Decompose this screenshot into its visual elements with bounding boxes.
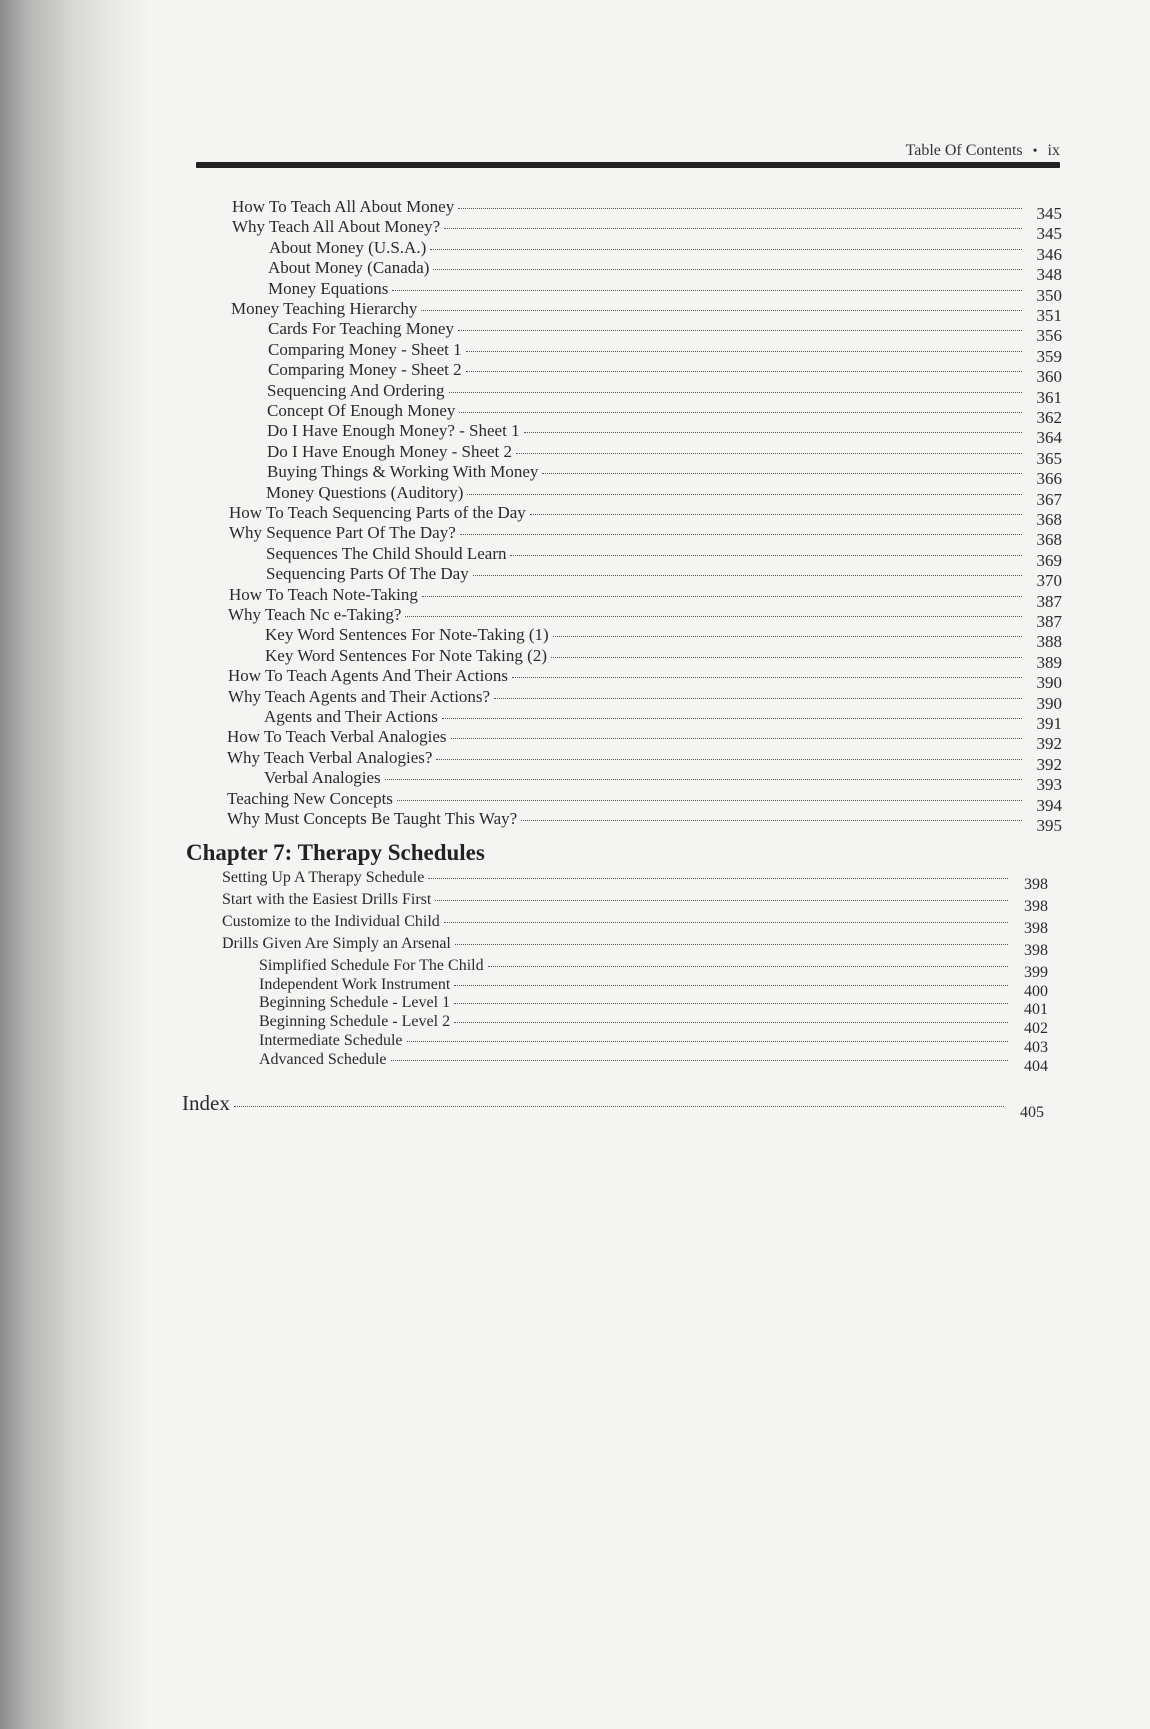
toc-entry-title: Beginning Schedule - Level 2 (259, 1013, 451, 1031)
toc-entry-page: 390 (1036, 693, 1062, 713)
toc-entry-title: Why Teach Verbal Analogies? (227, 747, 433, 767)
toc-entry (266, 543, 1062, 570)
dot-leader (460, 534, 1022, 535)
dot-leader (234, 1106, 1004, 1107)
toc-entry-page: 368 (1036, 510, 1062, 529)
toc-entry-page: 387 (1036, 591, 1062, 611)
toc-entry-page: 345 (1036, 204, 1062, 223)
toc-entry-page: 364 (1036, 428, 1062, 448)
toc-entry (268, 339, 1062, 366)
toc-entry-title: Money Equations (268, 278, 389, 298)
toc-entry-title: How To Teach Sequencing Parts of the Day (229, 503, 526, 522)
toc-entry (232, 217, 1062, 244)
toc-entry (268, 258, 1062, 285)
toc-entry-title: Why Sequence Part Of The Day? (229, 523, 456, 543)
toc-entry (265, 625, 1062, 652)
toc-entry-title: Why Teach Agents and Their Actions? (228, 686, 491, 706)
toc-entry-page: 351 (1036, 306, 1062, 325)
toc-entry-page: 346 (1036, 244, 1062, 264)
toc-entry-title: Comparing Money - Sheet 1 (268, 339, 462, 359)
dot-leader (449, 392, 1022, 393)
toc-entry-page: 390 (1036, 673, 1062, 693)
toc-entry-title: Cards For Teaching Money (268, 319, 454, 339)
toc-entry-title: How To Teach Verbal Analogies (227, 727, 447, 747)
dot-leader (459, 412, 1022, 413)
toc-entry-title: Verbal Analogies (264, 768, 381, 788)
toc-entry-page: 359 (1036, 346, 1062, 366)
toc-entry-page: 403 (1024, 1038, 1048, 1056)
toc-entry-page: 404 (1024, 1057, 1048, 1075)
toc-entry-title: Sequencing And Ordering (267, 380, 445, 400)
toc-entry (268, 278, 1062, 305)
toc-entry-page: 370 (1036, 571, 1062, 591)
toc-entry-title: Advanced Schedule (259, 1050, 387, 1068)
toc-entry-title: How To Teach Note-Taking (229, 584, 418, 604)
toc-entry (228, 666, 1062, 693)
dot-leader (392, 290, 1022, 291)
toc-entry-title: Money Questions (Auditory) (266, 482, 464, 502)
toc-entry (266, 482, 1062, 509)
toc-entry (222, 869, 1048, 893)
toc-entry (227, 747, 1062, 774)
toc-entry-page: 398 (1024, 876, 1048, 893)
index-entry (182, 1091, 1044, 1121)
toc-entry (227, 809, 1062, 835)
toc-entry-page: 356 (1036, 326, 1062, 346)
dot-leader (391, 1060, 1008, 1061)
toc-entry (259, 975, 1048, 1000)
toc-entry (259, 994, 1048, 1019)
toc-entry-page: 366 (1036, 469, 1062, 489)
toc-entry-page: 395 (1036, 816, 1062, 835)
toc-entry (266, 564, 1062, 591)
dot-leader (397, 800, 1022, 801)
index-page: 405 (1020, 1104, 1044, 1121)
dot-leader (458, 330, 1022, 331)
toc-entry (227, 727, 1062, 754)
toc-entry (264, 768, 1062, 795)
toc-entry-title: About Money (Canada) (268, 258, 430, 278)
dot-leader (473, 575, 1022, 576)
toc-entry (222, 913, 1048, 937)
dot-leader (488, 966, 1008, 967)
dot-leader (444, 228, 1022, 229)
toc-entry-page: 388 (1036, 632, 1062, 652)
dot-leader (524, 432, 1022, 433)
toc-entry (228, 686, 1062, 713)
toc-entry-title: Money Teaching Hierarchy (231, 299, 418, 318)
toc-entry-page: 398 (1024, 898, 1048, 915)
toc-entry-title: How To Teach All About Money (232, 197, 455, 216)
toc-entry-title: Setting Up A Therapy Schedule (222, 869, 425, 886)
dot-leader (433, 269, 1022, 270)
header-section-title: Table Of Contents (905, 142, 1023, 159)
dot-leader (454, 1022, 1008, 1023)
dot-leader (521, 820, 1022, 821)
chapter-7-heading: Chapter 7: Therapy Schedules (186, 840, 485, 865)
toc-entry (228, 605, 1062, 631)
dot-leader (422, 596, 1022, 597)
toc-entry (269, 237, 1062, 264)
toc-entry (267, 462, 1062, 489)
dot-leader (385, 779, 1022, 780)
dot-leader (455, 944, 1008, 945)
toc-entry-page: 348 (1036, 265, 1062, 285)
toc-entry (222, 935, 1048, 959)
dot-leader (442, 718, 1022, 719)
toc-entry-title: Beginning Schedule - Level 1 (259, 994, 451, 1012)
toc-entry-title: Drills Given Are Simply an Arsenal (222, 935, 451, 952)
toc-entry (222, 891, 1048, 915)
toc-entry (267, 421, 1062, 448)
toc-entry-page: 392 (1036, 754, 1062, 774)
toc-entry (227, 788, 1062, 815)
toc-entry (265, 645, 1062, 672)
toc-entry-title: Buying Things & Working With Money (267, 462, 539, 482)
toc-entry (231, 299, 1062, 325)
toc-entry-title: Do I Have Enough Money - Sheet 2 (267, 441, 513, 461)
toc-entry-page: 398 (1024, 942, 1048, 959)
toc-entry-page: 360 (1036, 367, 1062, 387)
toc-entry-page: 398 (1024, 920, 1048, 937)
toc-entry-title: Teaching New Concepts (227, 788, 393, 808)
toc-entry-title: Why Teach Nc e-Taking? (228, 605, 402, 624)
toc-entry (267, 401, 1062, 427)
toc-entry (259, 957, 1048, 981)
dot-leader (551, 657, 1022, 658)
toc-entry-title: Sequencing Parts Of The Day (266, 564, 469, 584)
toc-entry (259, 1050, 1048, 1075)
dot-leader (516, 453, 1022, 454)
toc-entry-title: Concept Of Enough Money (267, 401, 456, 420)
toc-entry-title: Intermediate Schedule (259, 1031, 403, 1049)
toc-entry-title: About Money (U.S.A.) (269, 237, 427, 257)
dot-leader (405, 616, 1022, 617)
toc-entry-page: 365 (1036, 448, 1062, 468)
toc-entry-title: Why Teach All About Money? (232, 217, 441, 237)
toc-entry-title: Key Word Sentences For Note-Taking (1) (265, 625, 549, 645)
dot-leader (512, 677, 1022, 678)
toc-entry-page: 350 (1036, 285, 1062, 305)
toc-entry (232, 197, 1062, 223)
toc-entry (229, 523, 1062, 550)
toc-entry-page: 392 (1036, 734, 1062, 754)
toc-entry-page: 391 (1036, 714, 1062, 733)
toc-entry-title: Independent Work Instrument (259, 975, 451, 993)
dot-leader (542, 473, 1022, 474)
index-title: Index (182, 1091, 230, 1115)
toc-entry (267, 441, 1062, 468)
header-bullet: • (1032, 144, 1038, 159)
toc-entry-page: 400 (1024, 982, 1048, 1000)
dot-leader (494, 698, 1022, 699)
toc-entry-page: 389 (1036, 652, 1062, 672)
toc-entry-title: How To Teach Agents And Their Actions (228, 666, 508, 686)
dot-leader (510, 555, 1022, 556)
header-page-number: ix (1047, 142, 1060, 159)
toc-entry-page: 393 (1036, 775, 1062, 795)
toc-entry (267, 380, 1062, 407)
toc-entry-page: 369 (1036, 550, 1062, 570)
toc-entry-title: Why Must Concepts Be Taught This Way? (227, 809, 518, 828)
toc-entry (259, 1031, 1048, 1056)
toc-entry-title: Sequences The Child Should Learn (266, 543, 507, 563)
toc-entry-title: Do I Have Enough Money? - Sheet 1 (267, 421, 520, 441)
toc-entry (229, 584, 1062, 611)
toc-entry-title: Simplified Schedule For The Child (259, 957, 484, 974)
toc-entry-page: 345 (1036, 224, 1062, 244)
toc-entry-title: Key Word Sentences For Note Taking (2) (265, 645, 547, 665)
dot-leader (466, 371, 1022, 372)
dot-leader (436, 759, 1022, 760)
toc-entry-page: 402 (1024, 1020, 1048, 1038)
dot-leader (421, 310, 1022, 311)
toc-entry-page: 362 (1036, 408, 1062, 427)
dot-leader (407, 1041, 1009, 1042)
toc-entry (264, 707, 1062, 733)
dot-leader (428, 878, 1008, 879)
dot-leader (435, 900, 1008, 901)
toc-entry-page: 387 (1036, 612, 1062, 631)
toc-entry (268, 319, 1062, 346)
toc-entry-page: 367 (1036, 489, 1062, 509)
dot-leader (458, 208, 1022, 209)
dot-leader (530, 514, 1022, 515)
toc-entry-page: 401 (1024, 1001, 1048, 1019)
dot-leader (454, 1003, 1008, 1004)
dot-leader (553, 636, 1022, 637)
dot-leader (444, 922, 1008, 923)
dot-leader (451, 738, 1022, 739)
toc-entry (268, 360, 1062, 387)
dot-leader (467, 494, 1022, 495)
toc-entry-page: 394 (1036, 795, 1062, 815)
toc-entry-page: 399 (1024, 964, 1048, 981)
toc-entry-page: 368 (1036, 530, 1062, 550)
dot-leader (430, 249, 1022, 250)
toc-entry-title: Agents and Their Actions (264, 707, 438, 726)
dot-leader (454, 985, 1008, 986)
toc-entry-title: Comparing Money - Sheet 2 (268, 360, 462, 380)
toc-entry-page: 361 (1036, 387, 1062, 407)
toc-entry (259, 1013, 1048, 1038)
toc-entry-title: Customize to the Individual Child (222, 913, 440, 930)
toc-entry (229, 503, 1062, 529)
toc-entry-title: Start with the Easiest Drills First (222, 891, 432, 908)
dot-leader (466, 351, 1022, 352)
